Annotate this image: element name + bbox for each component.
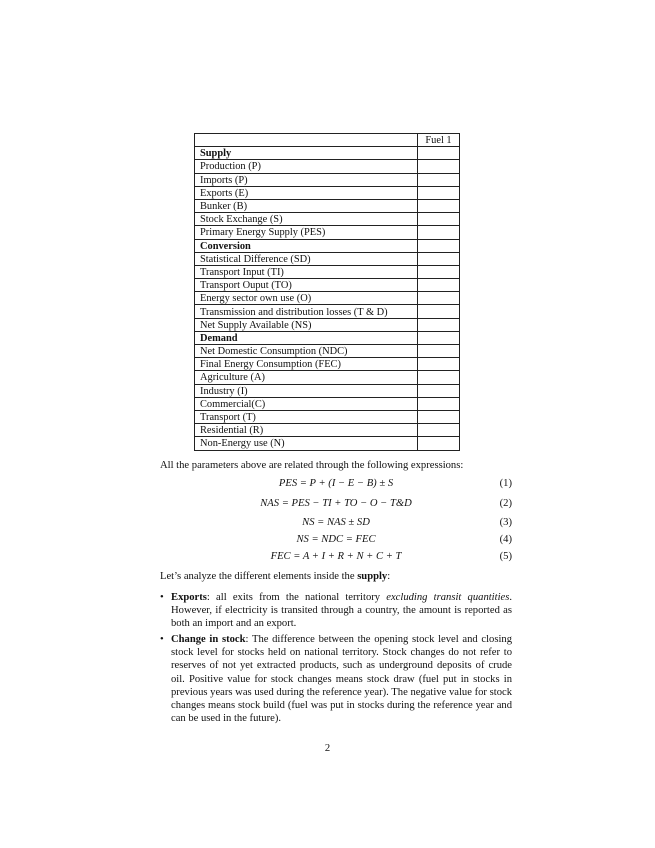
fuel-value-cell bbox=[418, 173, 460, 186]
table-header-row bbox=[195, 134, 460, 147]
row-label: Statistical Difference (SD) bbox=[195, 252, 418, 265]
table-row bbox=[195, 213, 460, 226]
bullet-dot: • bbox=[160, 634, 164, 645]
row-label: Stock Exchange (S) bbox=[195, 213, 418, 226]
row-label: Commercial(C) bbox=[195, 397, 418, 410]
row-label: Energy sector own use (O) bbox=[195, 292, 418, 305]
table-row bbox=[195, 397, 460, 410]
table-row bbox=[195, 424, 460, 437]
page-number: 2 bbox=[324, 743, 331, 754]
bullet-stock-text: : The difference between the opening stock level and closing stock level for stocks held on national territory. Stock changes do not refer to reserves of not yet extracted products, such as underground deposits of crude oil. Positive value for stock changes means stock draw (fuel put in stocks in previous years was used during the reference year). The negative value for stock changes means stock build (fuel was put in stocks during the reference year and can be used in the future). bbox=[171, 634, 512, 725]
section-heading: Conversion bbox=[195, 239, 418, 252]
fuel-value-cell bbox=[418, 199, 460, 212]
equation-4-expr: NS = NDC = FEC bbox=[296, 534, 376, 545]
row-label: Transport Input (TI) bbox=[195, 265, 418, 278]
row-label: Net Supply Available (NS) bbox=[195, 318, 418, 331]
section-heading: Supply bbox=[195, 147, 418, 160]
row-label: Final Energy Consumption (FEC) bbox=[195, 358, 418, 371]
fuel-value-cell bbox=[418, 252, 460, 265]
table-section-row bbox=[195, 147, 460, 160]
table-header-empty-cell bbox=[195, 134, 418, 147]
fuel-value-cell bbox=[418, 410, 460, 423]
table-row bbox=[195, 186, 460, 199]
supply-intro-colon: : bbox=[387, 571, 391, 582]
table-row bbox=[195, 265, 460, 278]
equation-4 bbox=[160, 534, 512, 548]
table-row bbox=[195, 384, 460, 397]
table-row bbox=[195, 345, 460, 358]
row-label: Residential (R) bbox=[195, 424, 418, 437]
fuel-value-cell bbox=[418, 239, 460, 252]
table-row bbox=[195, 226, 460, 239]
energy-balance-table bbox=[194, 133, 460, 451]
bullet-stock bbox=[160, 633, 512, 725]
equation-3 bbox=[160, 517, 512, 531]
fuel-value-cell bbox=[418, 424, 460, 437]
table-row bbox=[195, 410, 460, 423]
table-section-row bbox=[195, 239, 460, 252]
bullet-stock-term: Change in stock bbox=[171, 634, 246, 645]
fuel-value-cell bbox=[418, 397, 460, 410]
fuel-value-cell bbox=[418, 305, 460, 318]
bullet-exports-body bbox=[171, 591, 512, 631]
table-header-fuel: Fuel 1 bbox=[418, 134, 460, 147]
equation-5-number: (5) bbox=[499, 551, 512, 562]
equation-4-number: (4) bbox=[499, 534, 512, 545]
table-row bbox=[195, 318, 460, 331]
equation-2-expr: NAS = PES − TI + TO − O − T&D bbox=[260, 498, 412, 509]
fuel-value-cell bbox=[418, 226, 460, 239]
table-row bbox=[195, 252, 460, 265]
table-row bbox=[195, 292, 460, 305]
fuel-value-cell bbox=[418, 384, 460, 397]
supply-intro-text: Let’s analyze the different elements inside the bbox=[160, 571, 358, 582]
equation-1-number: (1) bbox=[499, 478, 512, 489]
row-label: Net Domestic Consumption (NDC) bbox=[195, 345, 418, 358]
fuel-value-cell bbox=[418, 437, 460, 450]
fuel-value-cell bbox=[418, 279, 460, 292]
equation-5 bbox=[160, 551, 512, 565]
fuel-value-cell bbox=[418, 345, 460, 358]
fuel-value-cell bbox=[418, 318, 460, 331]
table-row bbox=[195, 160, 460, 173]
row-label: Transmission and distribution losses (T & D) bbox=[195, 305, 418, 318]
equation-2-number: (2) bbox=[499, 498, 512, 509]
bullet-exports-term: Exports bbox=[171, 592, 207, 603]
equation-2 bbox=[160, 498, 512, 512]
table-row bbox=[195, 279, 460, 292]
fuel-value-cell bbox=[418, 147, 460, 160]
fuel-value-cell bbox=[418, 186, 460, 199]
fuel-value-cell bbox=[418, 371, 460, 384]
fuel-value-cell bbox=[418, 331, 460, 344]
bullet-dot: • bbox=[160, 592, 164, 603]
row-label: Agriculture (A) bbox=[195, 371, 418, 384]
equation-5-expr: FEC = A + I + R + N + C + T bbox=[270, 551, 402, 562]
equation-1-expr: PES = P + (I − E − B) ± S bbox=[278, 478, 394, 489]
supply-intro bbox=[160, 570, 520, 583]
equation-3-expr: NS = NAS ± SD bbox=[302, 517, 370, 528]
fuel-value-cell bbox=[418, 160, 460, 173]
bullet-exports bbox=[160, 591, 512, 631]
fuel-value-cell bbox=[418, 292, 460, 305]
fuel-value-cell bbox=[418, 213, 460, 226]
row-label: Transport Ouput (TO) bbox=[195, 279, 418, 292]
bullet-exports-text1: : all exits from the national territory bbox=[206, 592, 387, 603]
row-label: Industry (I) bbox=[195, 384, 418, 397]
bullet-exports-italic: excluding transit quantities bbox=[386, 592, 510, 603]
fuel-value-cell bbox=[418, 358, 460, 371]
table-row bbox=[195, 173, 460, 186]
bullet-stock-body bbox=[171, 633, 512, 725]
section-heading: Demand bbox=[195, 331, 418, 344]
supply-intro-bold: supply bbox=[357, 571, 388, 582]
row-label: Non-Energy use (N) bbox=[195, 437, 418, 450]
energy-balance-table-body bbox=[195, 134, 460, 451]
table-row bbox=[195, 358, 460, 371]
row-label: Imports (P) bbox=[195, 173, 418, 186]
row-label: Exports (E) bbox=[195, 186, 418, 199]
row-label: Transport (T) bbox=[195, 410, 418, 423]
bullet-exports-text2: . However, if electricity is transited through a country, the amount is reported as both an import and an export. bbox=[171, 592, 512, 630]
row-label: Bunker (B) bbox=[195, 199, 418, 212]
table-row bbox=[195, 199, 460, 212]
equation-3-number: (3) bbox=[499, 517, 512, 528]
table-row bbox=[195, 371, 460, 384]
table-row bbox=[195, 437, 460, 450]
equation-1 bbox=[160, 478, 512, 492]
row-label: Primary Energy Supply (PES) bbox=[195, 226, 418, 239]
intro-paragraph: All the parameters above are related through the following expressions: bbox=[160, 460, 464, 471]
row-label: Production (P) bbox=[195, 160, 418, 173]
table-row bbox=[195, 305, 460, 318]
fuel-value-cell bbox=[418, 265, 460, 278]
table-section-row bbox=[195, 331, 460, 344]
